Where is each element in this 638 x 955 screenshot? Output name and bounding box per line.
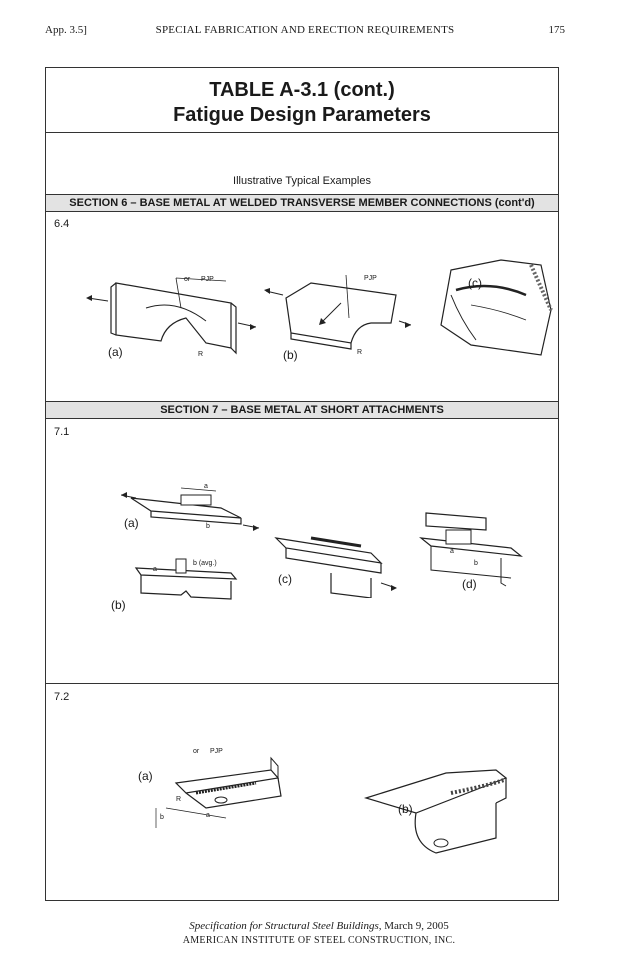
table-title: TABLE A-3.1 (cont.): [209, 79, 395, 101]
dimension-b: b: [474, 560, 478, 567]
figure-7-1-b: [111, 553, 241, 613]
dimension-a: a: [153, 566, 157, 573]
table-subtitle: Fatigue Design Parameters: [173, 104, 431, 126]
figure-7-2-a: [136, 748, 296, 838]
figure-7-1-d-label: (d): [462, 577, 477, 591]
figure-6-4-b: [261, 263, 411, 363]
dimension-a: a: [450, 548, 454, 555]
radius-label: R: [198, 351, 204, 358]
row-divider: [46, 683, 558, 684]
radius-label: R: [357, 349, 363, 356]
dimension-b: b: [160, 814, 164, 821]
footer-citation: [0, 920, 638, 932]
figure-7-2-a-label: (a): [138, 769, 153, 783]
figure-6-4-c-label: (c): [468, 276, 482, 290]
footer-date: March 9, 2005: [381, 920, 449, 932]
section-6-heading: SECTION 6 – BASE METAL AT WELDED TRANSVERSE MEMBER CONNECTIONS (cont'd): [46, 194, 558, 212]
figure-7-1-d: [416, 508, 526, 591]
header-section-ref: App. 3.5]: [45, 24, 87, 36]
figure-6-4-c: [431, 250, 556, 360]
section-7-heading: SECTION 7 – BASE METAL AT SHORT ATTACHMENTS: [46, 401, 558, 419]
figure-6-4-b-label: (b): [283, 348, 298, 362]
figure-6-4-a-label: (a): [108, 345, 123, 359]
table-title-box: [46, 68, 558, 133]
page-number: 175: [548, 24, 565, 36]
table-frame: [45, 67, 559, 901]
figure-7-2-b-label: (b): [398, 802, 413, 816]
figure-7-1-a: [121, 483, 261, 543]
dimension-a: a: [206, 812, 210, 819]
header-chapter-title: SPECIAL FABRICATION AND ERECTION REQUIREMENTS: [155, 24, 455, 36]
row-label-6-4: 6.4: [54, 218, 70, 230]
weld-symbol-or: or: [184, 276, 191, 283]
figure-6-4-a: [86, 263, 256, 363]
examples-caption: Illustrative Typical Examples: [233, 175, 371, 187]
weld-code-pjp: PJP: [210, 748, 223, 755]
figure-7-2-b: [356, 758, 516, 858]
row-label-7-2: 7.2: [54, 691, 70, 703]
row-label-7-1: 7.1: [54, 426, 70, 438]
dimension-a: a: [204, 483, 208, 490]
running-header: [45, 24, 565, 40]
dimension-b: b: [206, 523, 210, 530]
figure-7-1-a-label: (a): [124, 516, 139, 530]
footer-spec-title: Specification for Structural Steel Buildings,: [189, 920, 382, 932]
footer-publisher: AMERICAN INSTITUTE OF STEEL CONSTRUCTION, INC.: [182, 935, 456, 946]
dimension-b-avg: b (avg.): [193, 560, 217, 567]
weld-code-pjp: PJP: [364, 275, 377, 282]
figure-7-1-c-label: (c): [278, 572, 292, 586]
figure-7-1-b-label: (b): [111, 598, 126, 612]
figure-7-1-c: [271, 518, 401, 598]
weld-symbol-or: or: [193, 748, 200, 755]
weld-code-pjp: PJP: [201, 276, 214, 283]
radius-label: R: [176, 796, 182, 803]
